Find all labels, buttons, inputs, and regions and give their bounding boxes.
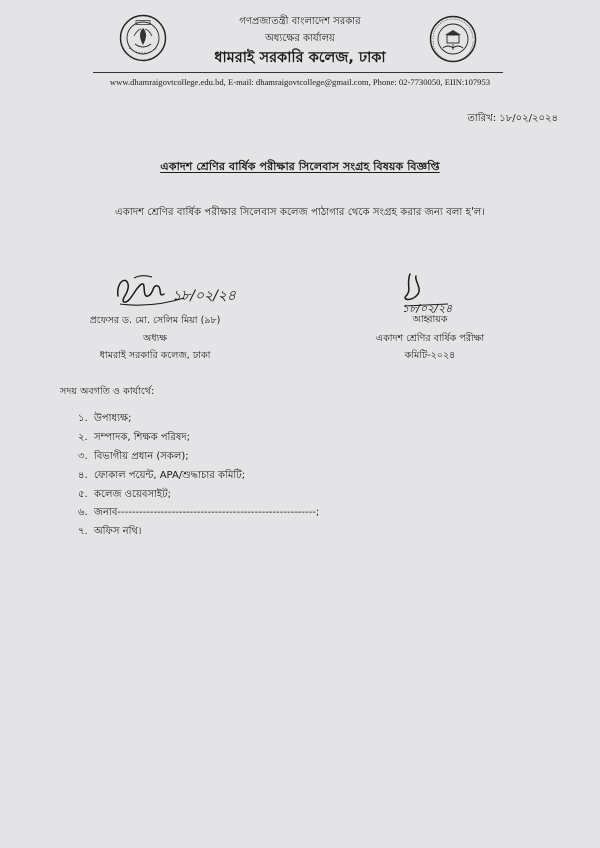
- header-contact-line: www.dhamraigovtcollege.edu.bd, E-mail: dhamraigovtcollege@gmail.com, Phone: 02-7730050, EIIN:107953: [109, 77, 491, 87]
- cc-item-number: ৩.: [78, 450, 88, 462]
- cc-item: [78, 523, 319, 542]
- convener-signature-date: ১৮/০২/২৪: [402, 302, 453, 315]
- cc-item-text: অফিস নথি।: [94, 526, 142, 538]
- cc-item-number: ৪.: [78, 469, 88, 481]
- cc-item-text: বিভাগীয় প্রধান (সকল);: [94, 450, 189, 462]
- cc-item-number: ৫.: [78, 488, 88, 500]
- notice-body: একাদশ শ্রেণির বার্ষিক পরীক্ষার সিলেবাস কলেজ পাঠাগার থেকে সংগ্রহ করার জন্য বলা হ'ল।: [114, 207, 486, 218]
- header-office-line: অধ্যক্ষের কার্যালয়: [265, 33, 335, 44]
- notice-subject: একাদশ শ্রেণির বার্ষিক পরীক্ষার সিলেবাস সংগ্রহ বিষয়ক বিজ্ঞপ্তি: [160, 160, 440, 173]
- convener-signature: [388, 270, 470, 318]
- cc-list: [78, 410, 319, 542]
- convener-role: আহ্বায়ক: [412, 314, 448, 325]
- header-college-name: ধামরাই সরকারি কলেজ, ঢাকা: [214, 50, 386, 66]
- committee-name-line2: কমিটি-২০২৪: [404, 350, 456, 361]
- cc-item-number: ৭.: [78, 526, 88, 538]
- principal-signature: [112, 272, 242, 312]
- principal-name: প্রফেসর ড. মো. সেলিম মিয়া (৯৮): [89, 315, 221, 326]
- cc-item: [78, 486, 319, 505]
- cc-item-number: ২.: [78, 431, 88, 443]
- header-divider: [93, 72, 503, 73]
- cc-item-text: ফোকাল পয়েন্ট, APA/শুদ্ধাচার কমিটি;: [94, 469, 246, 481]
- principal-college: ধামরাই সরকারি কলেজ, ঢাকা: [99, 350, 211, 361]
- notice-date: তারিখ: ১৮/০২/২০২৪: [467, 113, 558, 124]
- cc-item: [78, 467, 319, 486]
- cc-item-text: সম্পাদক, শিক্ষক পরিষদ;: [94, 431, 191, 443]
- cc-item: [78, 504, 319, 523]
- cc-item-text: উপাধ্যক্ষ;: [94, 413, 132, 424]
- cc-item: [78, 429, 319, 448]
- cc-item-text: কলেজ ওয়েবসাইট;: [94, 488, 171, 500]
- cc-item-number: ১.: [78, 413, 88, 424]
- principal-signature-date: ১৮/০২/২৪: [172, 288, 236, 304]
- committee-name-line1: একাদশ শ্রেণির বার্ষিক পরীক্ষা: [375, 333, 485, 344]
- cc-item-text: জনাব-------------------------------------------------------;: [94, 507, 320, 519]
- cc-item: [78, 448, 319, 467]
- header-government-line: গণপ্রজাতন্ত্রী বাংলাদেশ সরকার: [239, 16, 361, 27]
- principal-title: অধ্যক্ষ: [142, 333, 167, 344]
- cc-item: [78, 410, 319, 429]
- cc-heading: সদয় অবগতি ও কার্যার্থে:: [60, 386, 155, 397]
- cc-item-number: ৬.: [78, 507, 88, 519]
